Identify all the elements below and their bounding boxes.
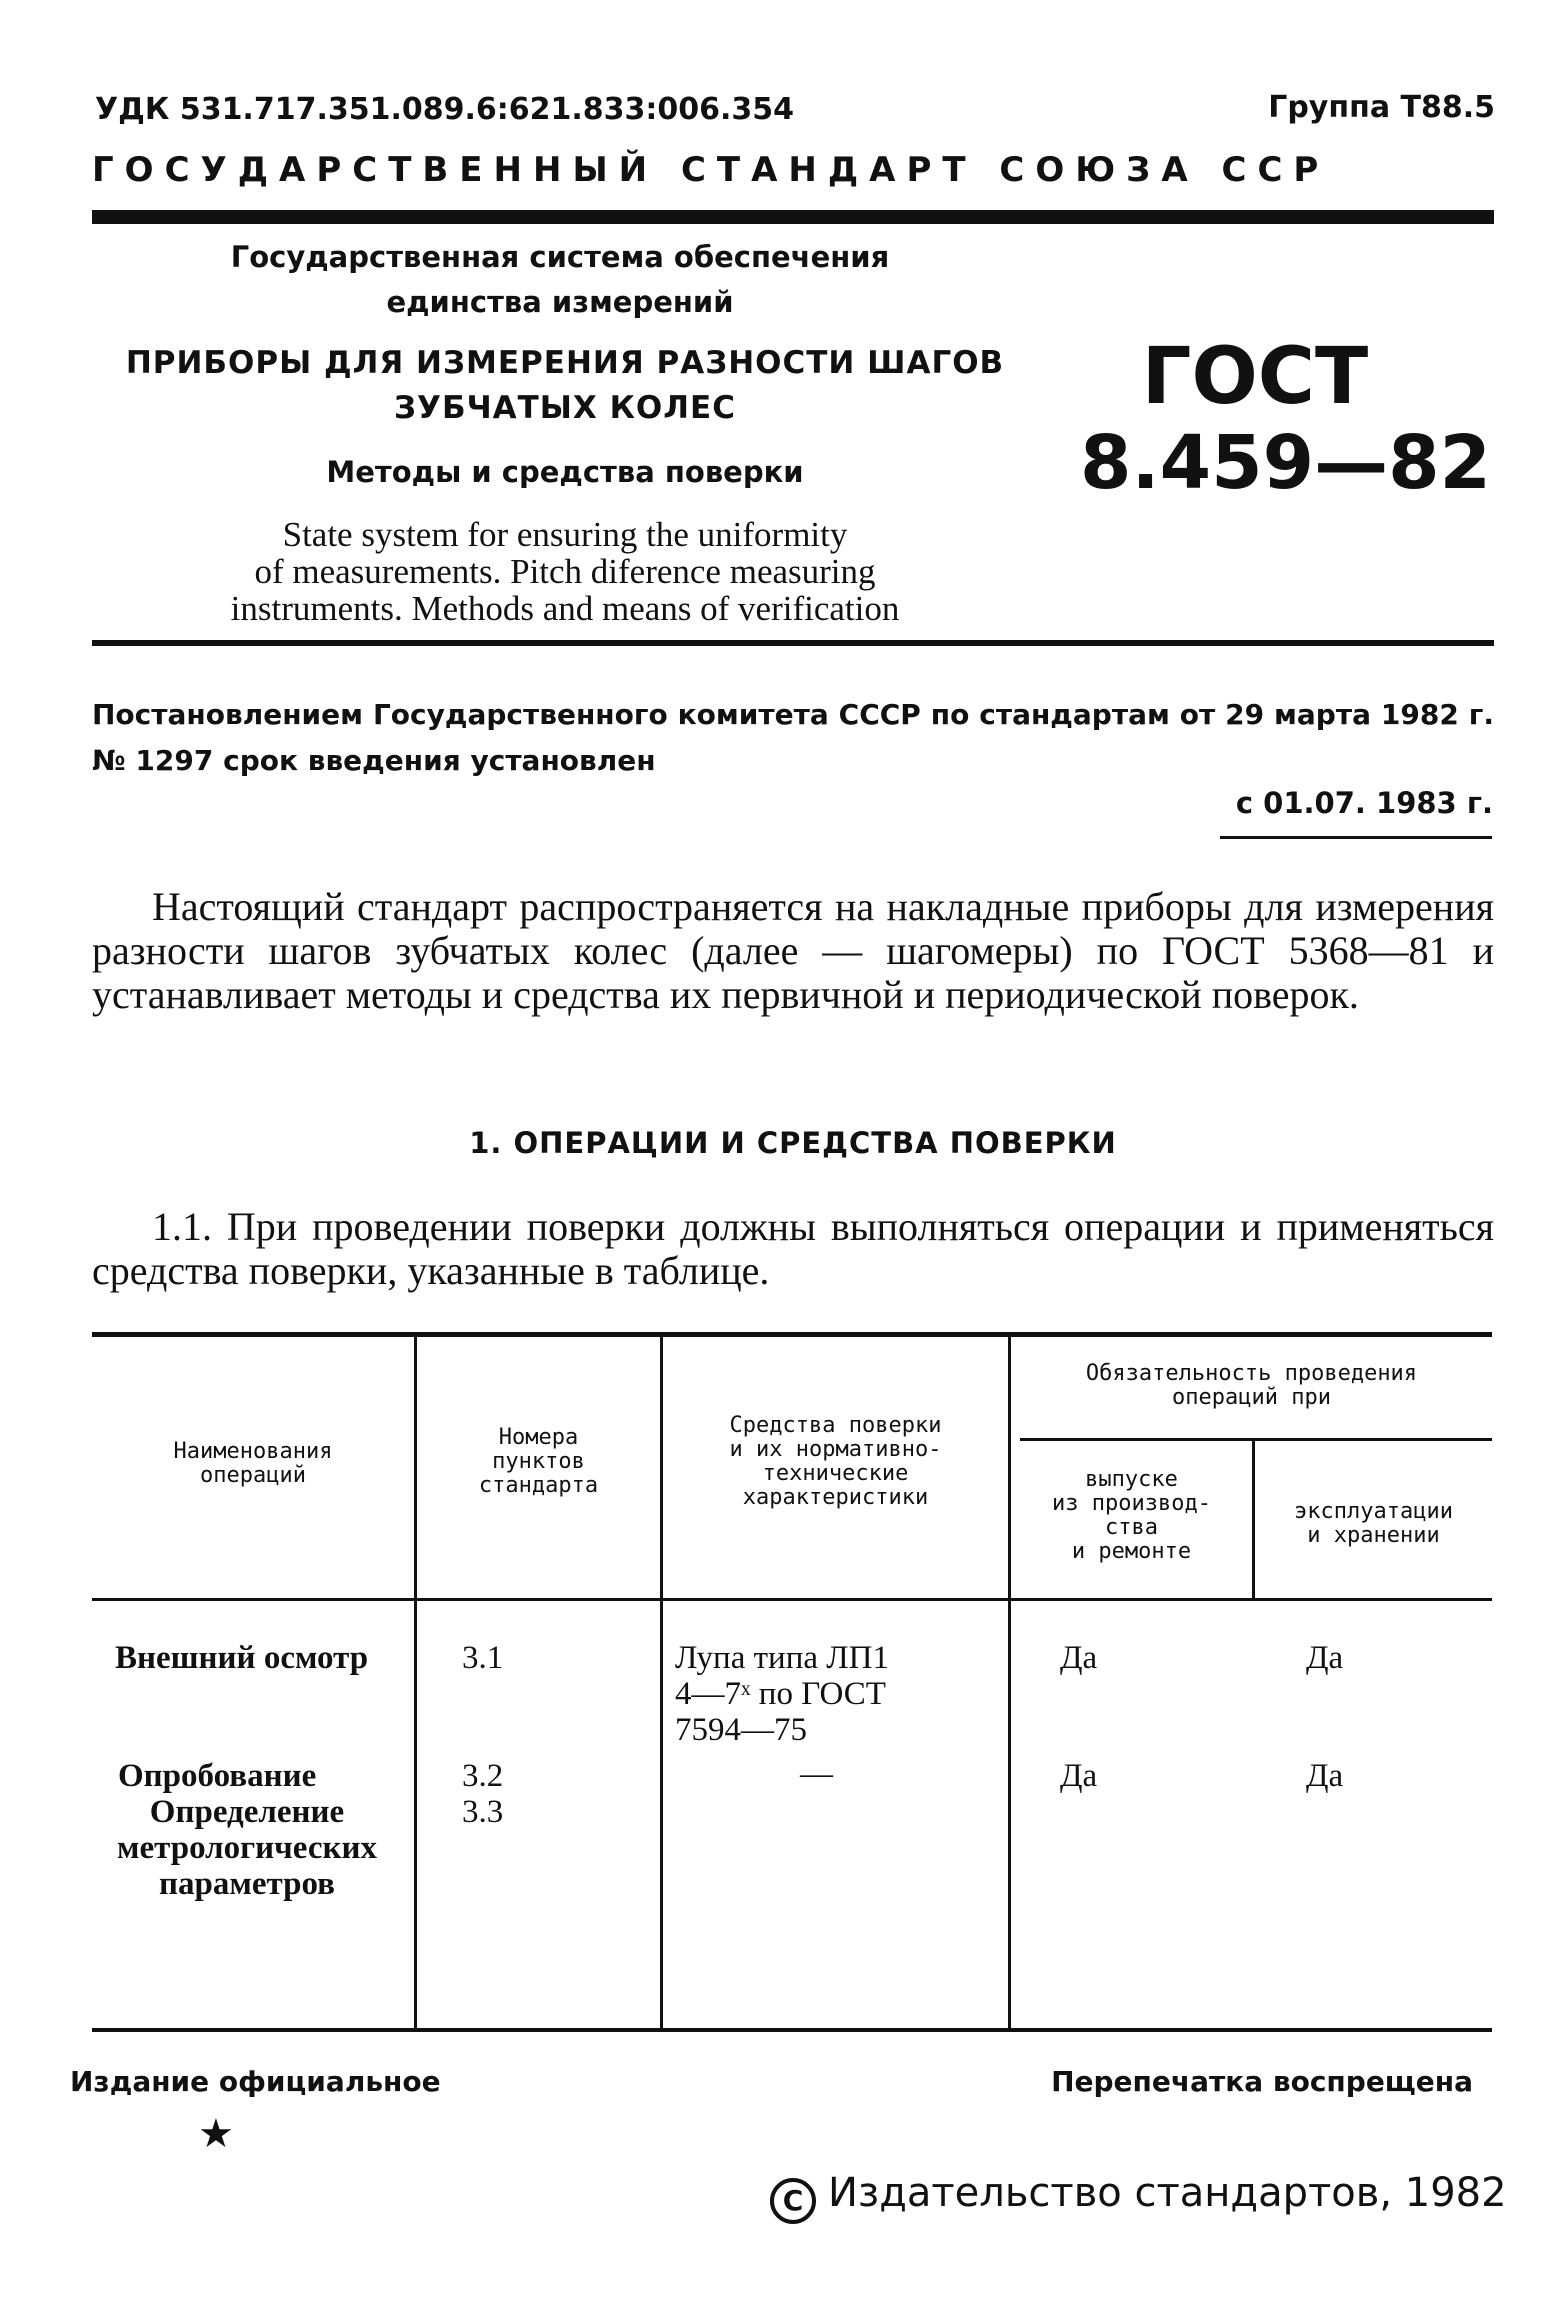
- row-operation-name: Внешний осмотр: [115, 1640, 369, 1676]
- decree-text: Постановлением Государственного комитета СССР по стандартам от 29 марта 1982 г. № 1297 срок введения установлен: [92, 698, 1494, 777]
- document-title-line-1: ПРИБОРЫ ДЛЯ ИЗМЕРЕНИЯ РАЗНОСТИ ШАГОВ: [125, 345, 1005, 381]
- english-title-line-2: of measurements. Pitch diference measuring: [254, 552, 876, 591]
- table-top-rule: [92, 1332, 1492, 1337]
- star-mark: ★: [198, 2111, 234, 2156]
- edition-note: Издание официальное: [70, 2065, 441, 2098]
- copyright-icon: C: [770, 2178, 816, 2224]
- row-release: Да: [1060, 1640, 1098, 1676]
- header-obligation: Обязательность проведения операций при: [1085, 1361, 1418, 1410]
- state-standard-heading: ГОСУДАРСТВЕННЫЙ СТАНДАРТ СОЮЗА ССР: [92, 150, 1330, 190]
- gost-label: ГОСТ: [1141, 332, 1369, 422]
- header-clauses: Номера пунктов стандарта: [478, 1425, 599, 1498]
- row-clause: 3.1: [462, 1640, 504, 1676]
- row-release: Да: [1060, 1758, 1098, 1794]
- row-means: —: [800, 1756, 833, 1792]
- section-1-title: 1. ОПЕРАЦИИ И СРЕДСТВА ПОВЕРКИ: [469, 1126, 1117, 1160]
- header-operation: эксплуатации и хранении: [1294, 1499, 1453, 1548]
- system-line-1: Государственная система обеспечения: [230, 240, 890, 274]
- gost-number: 8.459—82: [1080, 420, 1492, 506]
- row-clause: 3.2: [462, 1758, 504, 1794]
- group-code: Группа Т88.5: [1268, 90, 1495, 125]
- header-release: выпуске из производ- ства и ремонте: [1052, 1467, 1211, 1564]
- document-title-line-2: ЗУБЧАТЫХ КОЛЕС: [394, 390, 736, 426]
- effective-date: с 01.07. 1983 г.: [1235, 786, 1493, 820]
- header-rule: [92, 210, 1494, 224]
- reprint-note: Перепечатка воспрещена: [1051, 2065, 1473, 2098]
- table-bottom-rule: [92, 2028, 1492, 2032]
- row-means: Лупа типа ЛП1 4—7ˣ по ГОСТ 7594—75: [675, 1640, 889, 1748]
- english-title-line-1: State system for ensuring the uniformity: [282, 515, 848, 554]
- paragraph-1-1: 1.1. При проведении поверки должны выполняться операции и применяться средства поверки, указанные в таблице.: [92, 1204, 1494, 1293]
- english-title-line-3: instruments. Methods and means of verification: [230, 589, 900, 628]
- row-clause: 3.3: [462, 1794, 504, 1830]
- row-operation: Да: [1306, 1640, 1344, 1676]
- row-operation-name: Определение метрологических параметров: [116, 1794, 377, 1902]
- table-subheader-rule: [1020, 1438, 1492, 1441]
- effective-date-underline: [1220, 836, 1492, 839]
- document-subtitle: Методы и средства поверки: [326, 455, 804, 489]
- header-operations: Наименования операций: [173, 1439, 333, 1488]
- copyright-line: [770, 2170, 1507, 2224]
- row-operation: Да: [1306, 1758, 1344, 1794]
- table-header-rule: [92, 1598, 1492, 1601]
- intro-paragraph: Настоящий стандарт распространяется на накладные приборы для измерения разности шагов зубчатых колес (далее — шагомеры) по ГОСТ 5368—81 и устанавливает методы и средства их первичной и периодической поверок.: [92, 884, 1494, 1017]
- table-column-divider: [1008, 1334, 1011, 2030]
- header-means: Средства поверки и их нормативно- технические характеристики: [729, 1413, 942, 1510]
- title-rule: [92, 640, 1494, 646]
- system-line-2: единства измерений: [386, 285, 734, 319]
- copyright-text: Издательство стандартов, 1982: [828, 2170, 1507, 2216]
- row-operation-name: Опробование: [118, 1758, 317, 1794]
- udk-code: УДК 531.717.351.089.6:621.833:006.354: [95, 92, 795, 127]
